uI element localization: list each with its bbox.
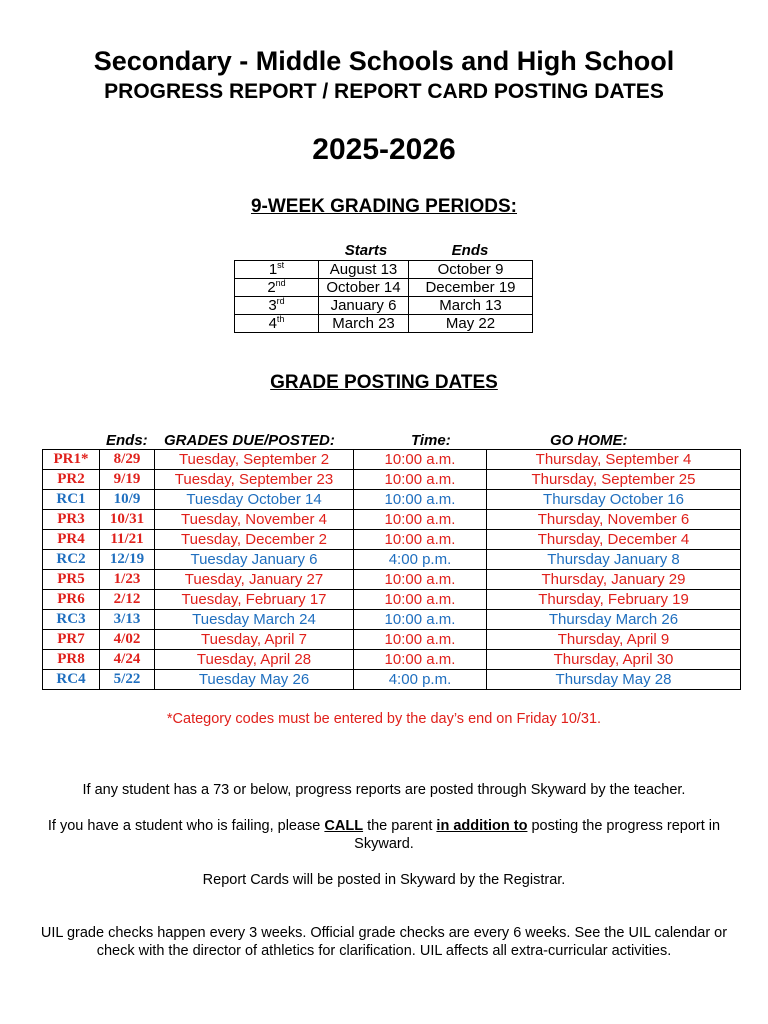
period-end-date: 5/22 [100,670,155,690]
posting-row [43,570,741,590]
period-code: RC3 [43,610,100,630]
period-number [235,261,319,279]
grades-due-date: Tuesday, April 28 [155,650,354,670]
posting-row [43,450,741,470]
period-num: 1 [268,261,278,278]
grading-periods-heading: 9-WEEK GRADING PERIODS: [250,196,518,217]
period-code: RC2 [43,550,100,570]
period-end-date: 4/24 [100,650,155,670]
period-end: October 9 [409,261,533,279]
period-code: PR7 [43,630,100,650]
go-home-date: Thursday March 26 [487,610,741,630]
go-home-date: Thursday May 28 [487,670,741,690]
grades-due-date: Tuesday, February 17 [155,590,354,610]
grades-due-date: Tuesday, April 7 [155,630,354,650]
go-home-date: Thursday, April 30 [487,650,741,670]
posting-row [43,630,741,650]
posting-row [43,530,741,550]
report-cards-note: Report Cards will be posted in Skyward by the Registrar. [202,872,566,888]
period-end-date: 4/02 [100,630,155,650]
period-code: RC4 [43,670,100,690]
posting-row [43,670,741,690]
period-ordinal: nd [275,278,286,288]
period-end-date: 10/9 [100,490,155,510]
grading-period-row [235,279,533,297]
period-end-date: 8/29 [100,450,155,470]
due-time: 10:00 a.m. [354,610,487,630]
period-start: March 23 [319,315,409,333]
go-home-date: Thursday, February 19 [487,590,741,610]
period-number [235,297,319,315]
period-ordinal: st [277,260,285,270]
period-end-date: 12/19 [100,550,155,570]
due-time: 10:00 a.m. [354,650,487,670]
period-end-date: 10/31 [100,510,155,530]
period-ordinal: th [276,314,285,324]
grades-due-date: Tuesday, September 23 [155,470,354,490]
grade-posting-table [42,449,741,690]
period-code: PR4 [43,530,100,550]
starts-column-header: Starts [344,242,388,259]
grades-due-date: Tuesday, December 2 [155,530,354,550]
period-end: March 13 [409,297,533,315]
posting-row [43,650,741,670]
posting-row [43,510,741,530]
period-end-date: 11/21 [100,530,155,550]
period-ordinal: rd [276,296,285,306]
go-home-date: Thursday, December 4 [487,530,741,550]
period-num: 3 [268,297,277,314]
period-num: 4 [268,315,277,332]
go-home-date: Thursday January 8 [487,550,741,570]
ends-column-header: Ends [451,242,489,259]
grades-due-date: Tuesday October 14 [155,490,354,510]
call-emphasis: CALL [324,818,364,834]
due-time: 10:00 a.m. [354,570,487,590]
due-time: 10:00 a.m. [354,490,487,510]
grades-due-date: Tuesday, January 27 [155,570,354,590]
posting-row [43,470,741,490]
grading-periods-table [234,260,533,333]
grading-period-row [235,315,533,333]
due-time: 10:00 a.m. [354,510,487,530]
period-end-date: 9/19 [100,470,155,490]
posting-row [43,490,741,510]
period-code: PR5 [43,570,100,590]
grades-due-date: Tuesday May 26 [155,670,354,690]
progress-report-note: If any student has a 73 or below, progress reports are posted through Skyward by the teacher. [82,782,686,798]
period-end-date: 3/13 [100,610,155,630]
period-number [235,315,319,333]
go-home-date: Thursday, September 25 [487,470,741,490]
in-addition-emphasis: in addition to [436,818,528,834]
failing-student-note [30,817,738,853]
grades-due-date: Tuesday March 24 [155,610,354,630]
due-time: 10:00 a.m. [354,470,487,490]
period-start: October 14 [319,279,409,297]
due-time: 10:00 a.m. [354,630,487,650]
due-time: 10:00 a.m. [354,450,487,470]
note-text: posting the progress report in Skyward. [354,818,721,852]
go-home-date: Thursday, April 9 [487,630,741,650]
posting-ends-header: Ends: [106,432,148,449]
grading-period-row [235,261,533,279]
uil-note: UIL grade checks happen every 3 weeks. Official grade checks are every 6 weeks. See the UIL calendar or check with the director of athletics for clarification. UIL affects all extra-curricular activities. [40,925,728,959]
grades-due-date: Tuesday, November 4 [155,510,354,530]
grading-period-row [235,297,533,315]
note-text: If you have a student who is failing, please [47,818,325,834]
period-start: August 13 [319,261,409,279]
posting-time-header: Time: [411,432,451,449]
category-codes-note: *Category codes must be entered by the day’s end on Friday 10/31. [166,711,602,727]
due-time: 10:00 a.m. [354,590,487,610]
due-time: 4:00 p.m. [354,550,487,570]
posting-gohome-header: GO HOME: [550,432,628,449]
grades-due-date: Tuesday, September 2 [155,450,354,470]
go-home-date: Thursday October 16 [487,490,741,510]
grades-due-date: Tuesday January 6 [155,550,354,570]
due-time: 10:00 a.m. [354,530,487,550]
document-title: Secondary - Middle Schools and High School [93,46,675,76]
period-code: PR2 [43,470,100,490]
period-code: PR6 [43,590,100,610]
period-num: 2 [267,279,276,296]
go-home-date: Thursday, January 29 [487,570,741,590]
due-time: 4:00 p.m. [354,670,487,690]
period-end-date: 2/12 [100,590,155,610]
period-code: PR1* [43,450,100,470]
go-home-date: Thursday, November 6 [487,510,741,530]
period-end: December 19 [409,279,533,297]
period-end-date: 1/23 [100,570,155,590]
grade-posting-heading: GRADE POSTING DATES [270,372,498,393]
go-home-date: Thursday, September 4 [487,450,741,470]
period-number [235,279,319,297]
posting-row [43,550,741,570]
period-code: PR8 [43,650,100,670]
posting-due-header: GRADES DUE/POSTED: [164,432,335,449]
period-code: PR3 [43,510,100,530]
period-end: May 22 [409,315,533,333]
posting-row [43,590,741,610]
school-year: 2025-2026 [312,133,456,166]
posting-row [43,610,741,630]
document-subtitle: PROGRESS REPORT / REPORT CARD POSTING DATES [104,80,664,103]
period-code: RC1 [43,490,100,510]
period-start: January 6 [319,297,409,315]
note-text: the parent [363,818,437,834]
